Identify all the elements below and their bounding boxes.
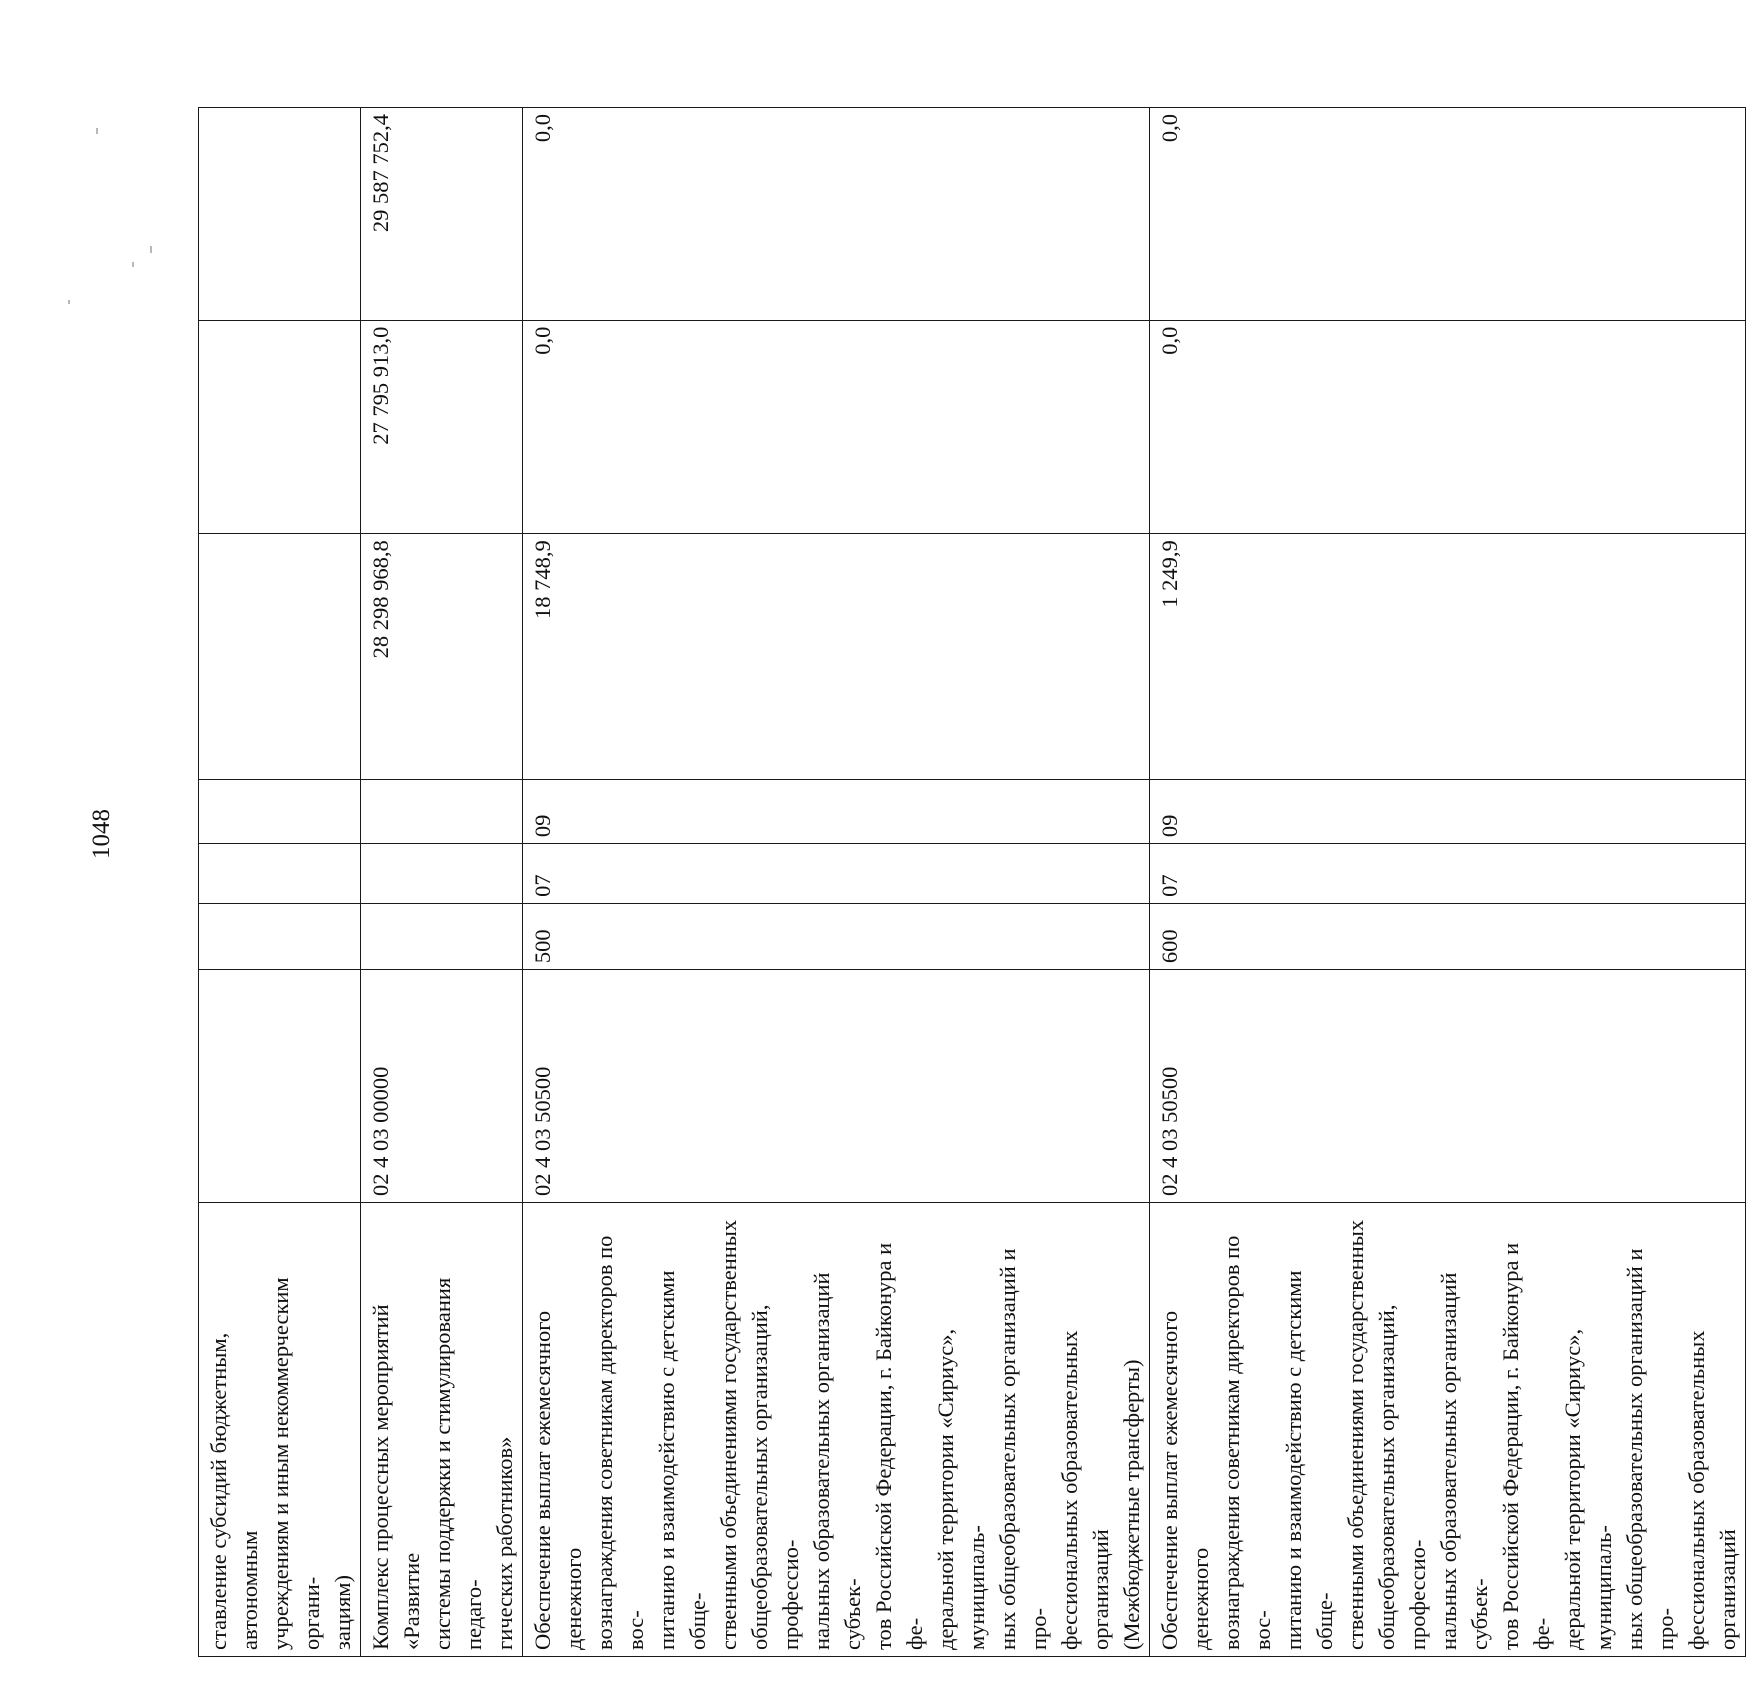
scan-speck	[132, 262, 134, 267]
subsection-code: 09	[523, 779, 1150, 843]
table-row	[1150, 108, 1746, 1657]
subsection-code: 09	[1150, 779, 1746, 843]
name-line: тов Российской Федерации, г. Байконура и фе-	[871, 1242, 927, 1650]
name-line: питанию и взаимодействию с детскими обще-	[1281, 1270, 1337, 1650]
target-article-code	[199, 970, 361, 1203]
name-line: фессиональных образовательных организаций	[1684, 1330, 1740, 1650]
amount-year-2: 0,0	[523, 320, 1150, 534]
name-line: общеобразовательных организаций, профессио-	[1374, 1304, 1430, 1650]
amount-year-1: 28 298 968,8	[361, 534, 523, 780]
target-article-code: 02 4 03 00000	[361, 970, 523, 1203]
name-line: ных общеобразовательных организаций и про-	[995, 1248, 1051, 1650]
name-line: Обеспечение выплат ежемесячного денежного	[1157, 1310, 1213, 1650]
name-line: системы поддержки и стимулирования педаго-	[430, 1277, 486, 1650]
name-line: (Межбюджетные трансферты)	[1119, 1359, 1144, 1650]
section-code	[361, 844, 523, 904]
expense-type-code	[361, 903, 523, 969]
expense-type-code	[199, 903, 361, 969]
name-line: вознаграждения советникам директоров по вос-	[592, 1235, 648, 1650]
amount-year-1: 18 748,9	[523, 534, 1150, 780]
amount-year-2: 27 795 913,0	[361, 320, 523, 534]
section-code	[199, 844, 361, 904]
scan-speck	[68, 300, 70, 304]
amount-year-3: 0,0	[1150, 108, 1746, 321]
name-line: гических работников»	[492, 1436, 517, 1650]
amount-year-2	[199, 320, 361, 534]
subsection-code	[361, 779, 523, 843]
section-code: 07	[523, 844, 1150, 904]
table-canvas	[198, 107, 1740, 1657]
scan-speck	[96, 128, 98, 134]
name-line: питанию и взаимодействию с детскими обще-	[654, 1270, 710, 1650]
section-code: 07	[1150, 844, 1746, 904]
amount-year-1	[199, 534, 361, 780]
amount-year-1: 1 249,9	[1150, 534, 1746, 780]
row-name-cell	[1150, 1202, 1746, 1656]
amount-year-3	[199, 108, 361, 321]
row-name-cell	[361, 1202, 523, 1656]
expense-type-code: 600	[1150, 903, 1746, 969]
amount-year-3: 0,0	[523, 108, 1150, 321]
target-article-code: 02 4 03 50500	[1150, 970, 1746, 1203]
expense-type-code: 500	[523, 903, 1150, 969]
page-number: 1048	[88, 809, 115, 859]
name-line: ных общеобразовательных организаций и про-	[1622, 1248, 1678, 1650]
name-line: нальных образовательных организаций субъек-	[1436, 1272, 1492, 1650]
name-line: нальных образовательных организаций субъек-	[809, 1272, 865, 1650]
table-row	[199, 108, 361, 1657]
name-line: ставление субсидий бюджетным, автономным	[206, 1332, 262, 1650]
name-line: Обеспечение выплат ежемесячного денежного	[530, 1310, 586, 1650]
name-line: Комплекс процессных мероприятий «Развитие	[368, 1304, 424, 1650]
row-name-cell	[523, 1202, 1150, 1656]
row-name-cell	[199, 1202, 361, 1656]
name-line: деральной территории «Сириус», муниципаль-	[933, 1328, 989, 1650]
name-line: фессиональных образовательных организаций	[1057, 1330, 1113, 1650]
subsection-code	[199, 779, 361, 843]
name-line: зациям)	[330, 1574, 355, 1650]
amount-year-3: 29 587 752,4	[361, 108, 523, 321]
amount-year-2: 0,0	[1150, 320, 1746, 534]
name-line: ственными объединениями государственных	[716, 1219, 741, 1650]
name-line: общеобразовательных организаций, профессио-	[747, 1304, 803, 1650]
table-row	[523, 108, 1150, 1657]
scan-speck	[150, 246, 152, 253]
name-line: вознаграждения советникам директоров по вос-	[1219, 1235, 1275, 1650]
table-wrapper	[198, 107, 1740, 1657]
name-line: учреждениям и иным некоммерческим органи-	[268, 1277, 324, 1650]
name-line: деральной территории «Сириус», муниципаль-	[1560, 1328, 1616, 1650]
target-article-code: 02 4 03 50500	[523, 970, 1150, 1203]
name-line: ственными объединениями государственных	[1343, 1219, 1368, 1650]
name-line: тов Российской Федерации, г. Байконура и фе-	[1498, 1242, 1554, 1650]
budget-table	[198, 107, 1746, 1657]
table-row	[361, 108, 523, 1657]
